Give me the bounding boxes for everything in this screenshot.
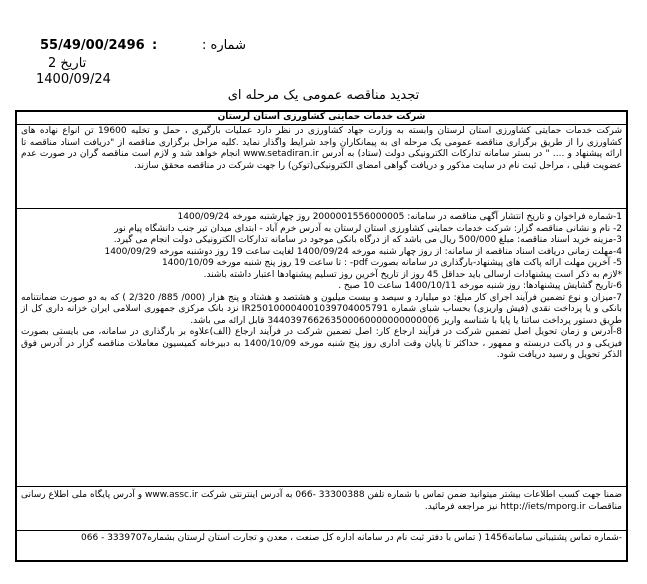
item-6: 6-تاریخ گشایش پیشنهادها: روز شنبه مورخه 1400/10/11 ساعت 10 صبح .: [338, 281, 622, 291]
support-phone: -شماره تماس پشتیبانی سامانه1456 ( تماس با دفتر ثبت نام در سامانه اداره کل صنعت ، معدن و تجارت استان لرستان بشماره3339707 - 066: [81, 533, 622, 543]
intro-paragraph: شرکت خدمات حمایتی کشاورزی استان لرستان وابسته به وزارت جهاد کشاورزی در نظر دارد عملیات بارگیری ، حمل و تخلیه 19600 تن انواع نهاده های کشاورزی را از طریق برگزاری مناقصه عمومی یک مرحله ای به پیمانکاران واجد شرایط واگذار نماید .کلیه مراحل برگزاری مناقصه از "دریافت اسناد مناقصه تا ارائه پیشنهاد و .... " در بستر سامانه تدارکات الکترونیکی دولت (ستاد) به آدرس www.setadiran.ir انجام خواهد شد و لازم است مناقصه گران در صورت عدم عضویت قبلی ، مراحل ثبت نام در سایت مذکور و دریافت گواهی امضای الکترونیکی(توکن) را جهت شرکت در مناقصه محقق سازند.: [21, 126, 622, 171]
item-3: 3-مزینه خرید اسناد مناقصه: مبلغ 500/000 ریال می باشد که از درگاه بانکی موجود در سامانه تدارکات الکترونیکی دولت انجام می گیرد.: [113, 235, 622, 245]
item-8: 8-آدرس و زمان تحویل اصل تضمین شرکت در فرآیند ارجاع کار: اصل تضمین شرکت در فرآیند ارجاع (الف)علاوه بر بارگذاری در سامانه، می بایستی بصورت فیزیکی و در پاکت دربسته و ممهور ، حداکثر تا پایان وقت اداری روز پنج شنبه مورخه 1400/10/09 به دبیرخانه کمیسیون معاملات مناقصه گزار در آدرس فوق الذکر تحویل و رسید دریافت شود.: [21, 327, 622, 360]
letter-date-label: تاریخ 2: [48, 56, 87, 71]
divider: [17, 124, 626, 125]
letter-date: 1400/09/24: [36, 72, 111, 87]
item-5: 5- آخرین مهلت ارائه پاکت های پیشنهاد-بارگذاری در سامانه بصورت pdf- : تا ساعت 19 روز پنج شنبه مورخه 1400/10/09: [161, 258, 622, 268]
item-1: 1-شماره فراخوان و تاریخ انتشار آگهی مناقصه در سامانه: 2000001556000005 روز چهارشنبه مورخه 1400/09/24: [177, 212, 622, 222]
contact-info: [21, 490, 622, 513]
company-header: شرکت خدمات حمایتی کشاورزی استان لرستان: [217, 112, 426, 122]
letter-number: 55/49/00/2496: [40, 38, 145, 53]
item-note: *لازم به ذکر است پیشنهادات ارسالی باید حداقل 45 روز از تاریخ آخرین روز تسلیم پیشنهادها اعتبار داشته باشند.: [203, 269, 622, 280]
document-title: تجدید مناقصه عمومی یک مرحله ای: [227, 88, 420, 103]
tender-items: [21, 212, 622, 362]
item-2: 2- نام و نشانی مناقصه گزار: شرکت خدمات حمایتی کشاورزی استان لرستان به آدرس خرم آباد - ابتدای میدان تیر جنب دانشگاه پیام نور: [114, 223, 622, 234]
item-7: 7-میزان و نوع تضمین فرآیند اجرای کار مبلغ: دو میلیارد و سیصد و بیست میلیون و هشتصد و هشتاد و پنج هزار (000/ 885/ 2/320 ) که به دو صورت ضمانتنامه بانکی و یا پرداخت نقدی (فیش واریزی) بحساب شبای شماره IR250100004001039704005791 نزد بانک مرکزی جمهوری اسلامی ایران خزانه داری کل از طریق دستور پرداخت ساتنا یا پایا با شناسه واریز 344039766263500060000000000006 قابل ارائه می باشد.: [21, 292, 622, 326]
number-colon: :: [152, 38, 158, 53]
divider: [17, 208, 626, 209]
divider: [17, 530, 626, 531]
divider: [17, 486, 626, 487]
support-info: [21, 533, 622, 545]
item-4: 4-مهلت زمانی دریافت اسناد مناقصه از سامانه: از روز چهار شنبه مورخه 1400/09/24 لغایت ساعت 19 روز دوشنبه مورخه 1400/09/29: [104, 246, 622, 257]
letter-number-label: شماره :: [202, 38, 246, 53]
tender-notice-box: [15, 110, 628, 562]
contact-website: ضمنا جهت کسب اطلاعات بیشتر میتوانید ضمن تماس با شماره تلفن 33300388 -066 به آدرس اینترنتی شرکت www.assc.ir و آدرس پایگاه ملی اطلاع رسانی مناقصات http://iets/mporg.ir نیز مراجعه فرمائید.: [21, 490, 623, 512]
